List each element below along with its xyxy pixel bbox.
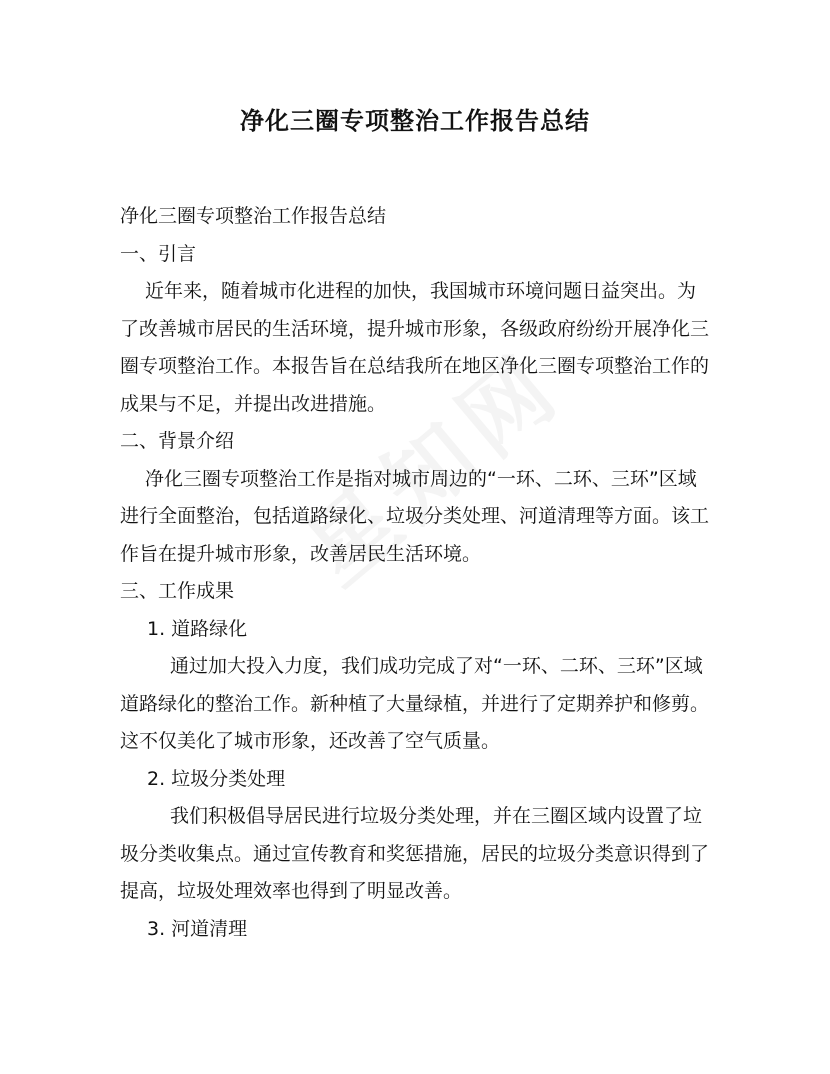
section-results-title: 三、工作成果: [120, 580, 235, 602]
document-title: 净化三圈专项整治工作报告总结: [240, 107, 590, 135]
item-river-cleanup-title: 3. 河道清理: [147, 917, 248, 940]
section-introduction-body: 近年来，随着城市化进程的加快，我国城市环境问题日益突出。为了改善城市居民的生活环境，提升城市形象，各级政府纷纷开展净化三圈专项整治工作。本报告旨在总结我所在地区净化三圈专项整治工作的成果与不足，并提出改进措施。: [120, 280, 710, 415]
section-background-body: 净化三圈专项整治工作是指对城市周边的“一环、二环、三环”区域进行全面整治，包括道路绿化、垃圾分类处理、河道清理等方面。该工作旨在提升城市形象，改善居民生活环境。: [120, 467, 710, 565]
item-road-greening-title: 1. 道路绿化: [147, 617, 248, 640]
section-introduction-title: 一、引言: [120, 242, 197, 265]
item-garbage-sorting-body: 我们积极倡导居民进行垃圾分类处理，并在三圈区域内设置了垃圾分类收集点。通过宣传教育和奖惩措施，居民的垃圾分类意识得到了提高，垃圾处理效率也得到了明显改善。: [120, 805, 710, 902]
item-garbage-sorting-title: 2. 垃圾分类处理: [147, 767, 286, 790]
section-background-title: 二、背景介绍: [120, 430, 235, 452]
heading-repeat: 净化三圈专项整治工作报告总结: [120, 205, 387, 227]
document-body: [120, 198, 712, 948]
item-road-greening-body: 通过加大投入力度，我们成功完成了对“一环、二环、三环”区域道路绿化的整治工作。新种植了大量绿植，并进行了定期养护和修剪。这不仅美化了城市形象，还改善了空气质量。: [120, 655, 710, 752]
